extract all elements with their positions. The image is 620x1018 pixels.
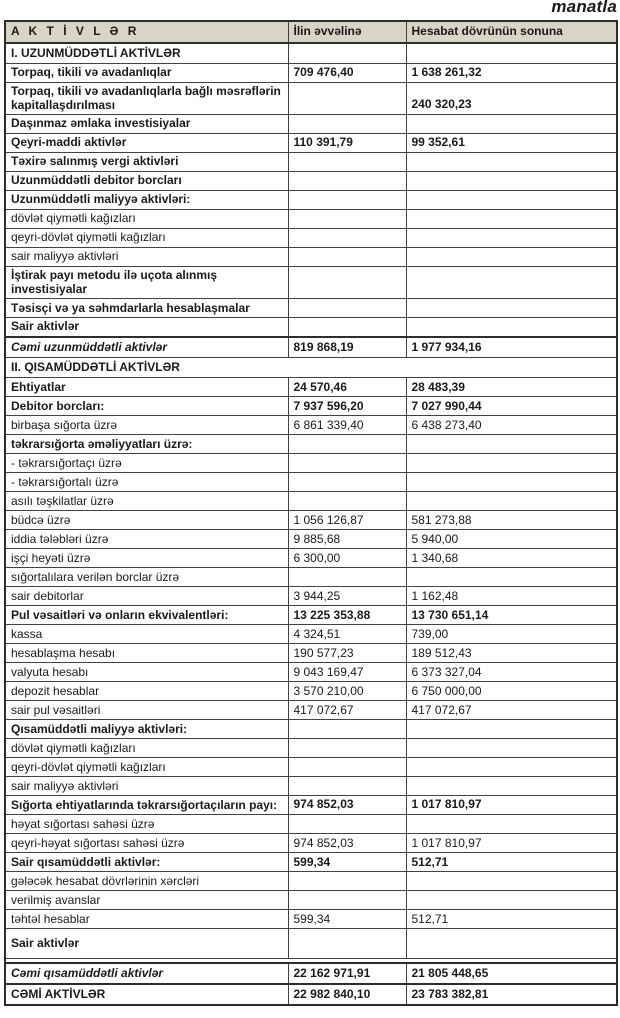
column-header-assets: A K T İ V L Ə R	[5, 21, 288, 43]
value-year-begin	[288, 815, 406, 834]
value-year-begin: 24 570,46	[288, 378, 406, 397]
table-row	[5, 644, 617, 663]
table-row	[5, 228, 617, 247]
column-header-year-begin: İlin əvvəlinə	[288, 21, 406, 43]
table-row	[5, 318, 617, 337]
value-year-begin	[288, 739, 406, 758]
row-label: işçi heyəti üzrə	[5, 549, 288, 568]
row-label: gələcək hesabat dövrlərinin xərcləri	[5, 872, 288, 891]
value-period-end: 1 017 810,97	[406, 796, 617, 815]
value-period-end: 5 940,00	[406, 530, 617, 549]
value-period-end	[406, 758, 617, 777]
total-row	[5, 337, 617, 358]
row-label: sair pul vəsaitləri	[5, 701, 288, 720]
table-row	[5, 701, 617, 720]
row-label: təkrarsığorta əməliyyatları üzrə:	[5, 435, 288, 454]
value-period-end	[406, 492, 617, 511]
table-row	[5, 266, 617, 298]
value-period-end: 240 320,23	[406, 82, 617, 114]
table-row	[5, 891, 617, 910]
table-row	[5, 114, 617, 133]
value-year-begin	[288, 929, 406, 959]
row-label: sair debitorlar	[5, 587, 288, 606]
row-label: qeyri-dövlət qiymətli kağızları	[5, 758, 288, 777]
value-period-end	[406, 815, 617, 834]
row-label: Torpaq, tikili və avadanlıqlarla bağlı məsrəflərin kapitallaşdırılması	[5, 82, 288, 114]
table-row	[5, 299, 617, 318]
row-label: birbaşa sığorta üzrə	[5, 416, 288, 435]
value-period-end: 417 072,67	[406, 701, 617, 720]
value-year-begin: 6 300,00	[288, 549, 406, 568]
value-year-begin: 6 861 339,40	[288, 416, 406, 435]
value-year-begin	[288, 318, 406, 337]
value-period-end: 6 750 000,00	[406, 682, 617, 701]
value-year-begin	[288, 777, 406, 796]
table-row	[5, 416, 617, 435]
column-header-period-end: Hesabat dövrünün sonuna	[406, 21, 617, 43]
value-year-begin: 709 476,40	[288, 63, 406, 82]
currency-unit-label: manatla	[551, 0, 617, 16]
row-label: depozit hesablar	[5, 682, 288, 701]
value-period-end: 512,71	[406, 910, 617, 929]
table-row	[5, 63, 617, 82]
table-header-row	[5, 21, 617, 43]
table-row	[5, 568, 617, 587]
table-row	[5, 796, 617, 815]
value-year-begin: 819 868,19	[288, 337, 406, 358]
value-period-end	[406, 266, 617, 298]
row-label: dövlət qiymətli kağızları	[5, 739, 288, 758]
value-year-begin	[288, 758, 406, 777]
section-header-row	[5, 358, 617, 378]
value-year-begin	[288, 872, 406, 891]
table-row	[5, 473, 617, 492]
row-label: həyat sığortası sahəsi üzrə	[5, 815, 288, 834]
row-label: Uzunmüddətli maliyyə aktivləri:	[5, 190, 288, 209]
row-label: sair maliyyə aktivləri	[5, 247, 288, 266]
row-label: sair maliyyə aktivləri	[5, 777, 288, 796]
value-period-end	[406, 891, 617, 910]
table-row	[5, 929, 617, 959]
value-period-end	[406, 435, 617, 454]
value-year-begin: 3 944,25	[288, 587, 406, 606]
row-label: asılı təşkilatlar üzrə	[5, 492, 288, 511]
value-year-begin	[288, 473, 406, 492]
row-label: CƏMİ AKTİVLƏR	[5, 984, 288, 1005]
row-label: Sair qısamüddətli aktivlər:	[5, 853, 288, 872]
value-period-end	[406, 171, 617, 190]
row-label: Ehtiyatlar	[5, 378, 288, 397]
value-period-end: 28 483,39	[406, 378, 617, 397]
row-label: Qısamüddətli maliyyə aktivləri:	[5, 720, 288, 739]
value-period-end: 1 340,68	[406, 549, 617, 568]
value-period-end	[406, 568, 617, 587]
value-year-begin	[288, 43, 406, 63]
value-period-end	[406, 190, 617, 209]
value-period-end	[406, 152, 617, 171]
value-period-end	[406, 209, 617, 228]
value-period-end: 6 438 273,40	[406, 416, 617, 435]
value-year-begin: 13 225 353,88	[288, 606, 406, 625]
value-year-begin: 3 570 210,00	[288, 682, 406, 701]
value-year-begin	[288, 209, 406, 228]
row-label: təhtəl hesablar	[5, 910, 288, 929]
value-period-end: 23 783 382,81	[406, 984, 617, 1005]
value-year-begin	[288, 266, 406, 298]
table-row	[5, 834, 617, 853]
value-year-begin	[288, 171, 406, 190]
row-label: Torpaq, tikili və avadanlıqlar	[5, 63, 288, 82]
value-year-begin: 417 072,67	[288, 701, 406, 720]
value-year-begin: 7 937 596,20	[288, 397, 406, 416]
value-year-begin: 974 852,03	[288, 834, 406, 853]
table-row	[5, 910, 617, 929]
value-period-end: 13 730 651,14	[406, 606, 617, 625]
section-title: II. QISAMÜDDƏTLİ AKTİVLƏR	[5, 358, 617, 378]
grand-total-row	[5, 984, 617, 1005]
value-period-end	[406, 43, 617, 63]
value-year-begin	[288, 82, 406, 114]
row-label: Qeyri-maddi aktivlər	[5, 133, 288, 152]
row-label: iddia tələbləri üzrə	[5, 530, 288, 549]
value-period-end	[406, 454, 617, 473]
value-period-end	[406, 299, 617, 318]
value-period-end: 189 512,43	[406, 644, 617, 663]
value-period-end	[406, 929, 617, 959]
table-row	[5, 378, 617, 397]
value-year-begin: 9 043 169,47	[288, 663, 406, 682]
value-period-end: 581 273,88	[406, 511, 617, 530]
row-label: - təkrarsığortalı üzrə	[5, 473, 288, 492]
table-row	[5, 190, 617, 209]
table-row	[5, 872, 617, 891]
table-row	[5, 82, 617, 114]
value-year-begin: 22 982 840,10	[288, 984, 406, 1005]
table-row	[5, 853, 617, 872]
value-period-end	[406, 473, 617, 492]
value-period-end	[406, 739, 617, 758]
row-label: büdcə üzrə	[5, 511, 288, 530]
table-row	[5, 549, 617, 568]
value-period-end: 6 373 327,04	[406, 663, 617, 682]
row-label: Pul vəsaitləri və onların ekvivalentləri:	[5, 606, 288, 625]
row-label: kassa	[5, 625, 288, 644]
table-row	[5, 133, 617, 152]
value-year-begin	[288, 114, 406, 133]
value-period-end: 1 017 810,97	[406, 834, 617, 853]
value-period-end: 1 977 934,16	[406, 337, 617, 358]
row-label: İştirak payı metodu ilə uçota alınmış investisiyalar	[5, 266, 288, 298]
value-period-end: 21 805 448,65	[406, 963, 617, 984]
table-row	[5, 209, 617, 228]
row-label: Sair aktivlər	[5, 318, 288, 337]
value-year-begin	[288, 190, 406, 209]
value-year-begin: 1 056 126,87	[288, 511, 406, 530]
value-year-begin	[288, 891, 406, 910]
row-label: - təkrarsığortaçı üzrə	[5, 454, 288, 473]
total-row	[5, 963, 617, 984]
value-year-begin: 190 577,23	[288, 644, 406, 663]
row-label: I. UZUNMÜDDƏTLİ AKTİVLƏR	[5, 43, 288, 63]
table-row	[5, 247, 617, 266]
table-row	[5, 815, 617, 834]
row-label: Sair aktivlər	[5, 929, 288, 959]
row-label: Cəmi uzunmüddətli aktivlər	[5, 337, 288, 358]
value-year-begin	[288, 299, 406, 318]
table-row	[5, 454, 617, 473]
section-header-row	[5, 43, 617, 63]
table-row	[5, 663, 617, 682]
value-period-end	[406, 247, 617, 266]
value-year-begin	[288, 435, 406, 454]
value-year-begin	[288, 454, 406, 473]
table-row	[5, 625, 617, 644]
value-period-end: 1 638 261,32	[406, 63, 617, 82]
value-year-begin: 110 391,79	[288, 133, 406, 152]
value-period-end: 739,00	[406, 625, 617, 644]
value-period-end	[406, 318, 617, 337]
value-year-begin: 4 324,51	[288, 625, 406, 644]
value-period-end	[406, 228, 617, 247]
row-label: dövlət qiymətli kağızları	[5, 209, 288, 228]
row-label: Uzunmüddətli debitor borcları	[5, 171, 288, 190]
value-period-end: 99 352,61	[406, 133, 617, 152]
value-year-begin: 974 852,03	[288, 796, 406, 815]
table-row	[5, 530, 617, 549]
value-period-end	[406, 872, 617, 891]
table-row	[5, 171, 617, 190]
value-year-begin	[288, 247, 406, 266]
row-label: Daşınmaz əmlaka investisiyalar	[5, 114, 288, 133]
table-row	[5, 397, 617, 416]
value-period-end	[406, 114, 617, 133]
value-period-end	[406, 720, 617, 739]
row-label: Debitor borcları:	[5, 397, 288, 416]
table-row	[5, 492, 617, 511]
table-row	[5, 758, 617, 777]
balance-sheet-table	[4, 20, 618, 1006]
value-year-begin: 22 162 971,91	[288, 963, 406, 984]
row-label: Təxirə salınmış vergi aktivləri	[5, 152, 288, 171]
row-label: verilmiş avanslar	[5, 891, 288, 910]
row-label: valyuta hesabı	[5, 663, 288, 682]
value-year-begin	[288, 152, 406, 171]
value-year-begin	[288, 228, 406, 247]
value-year-begin	[288, 720, 406, 739]
row-label: Təsisçi və ya səhmdarlarla hesablaşmalar	[5, 299, 288, 318]
value-period-end	[406, 777, 617, 796]
value-year-begin: 599,34	[288, 910, 406, 929]
row-label: qeyri-dövlət qiymətli kağızları	[5, 228, 288, 247]
table-row	[5, 587, 617, 606]
value-year-begin: 9 885,68	[288, 530, 406, 549]
row-label: qeyri-həyat sığortası sahəsi üzrə	[5, 834, 288, 853]
row-label: sığortalılara verilən borclar üzrə	[5, 568, 288, 587]
row-label: Sığorta ehtiyatlarında təkrarsığortaçıların payı:	[5, 796, 288, 815]
value-period-end: 7 027 990,44	[406, 397, 617, 416]
table-row	[5, 739, 617, 758]
table-row	[5, 682, 617, 701]
value-period-end: 1 162,48	[406, 587, 617, 606]
value-period-end: 512,71	[406, 853, 617, 872]
value-year-begin	[288, 568, 406, 587]
table-row	[5, 511, 617, 530]
value-year-begin: 599,34	[288, 853, 406, 872]
value-year-begin	[288, 492, 406, 511]
table-row	[5, 152, 617, 171]
table-row	[5, 435, 617, 454]
row-label: Cəmi qısamüddətli aktivlər	[5, 963, 288, 984]
table-row	[5, 606, 617, 625]
row-label: hesablaşma hesabı	[5, 644, 288, 663]
table-row	[5, 720, 617, 739]
table-row	[5, 777, 617, 796]
